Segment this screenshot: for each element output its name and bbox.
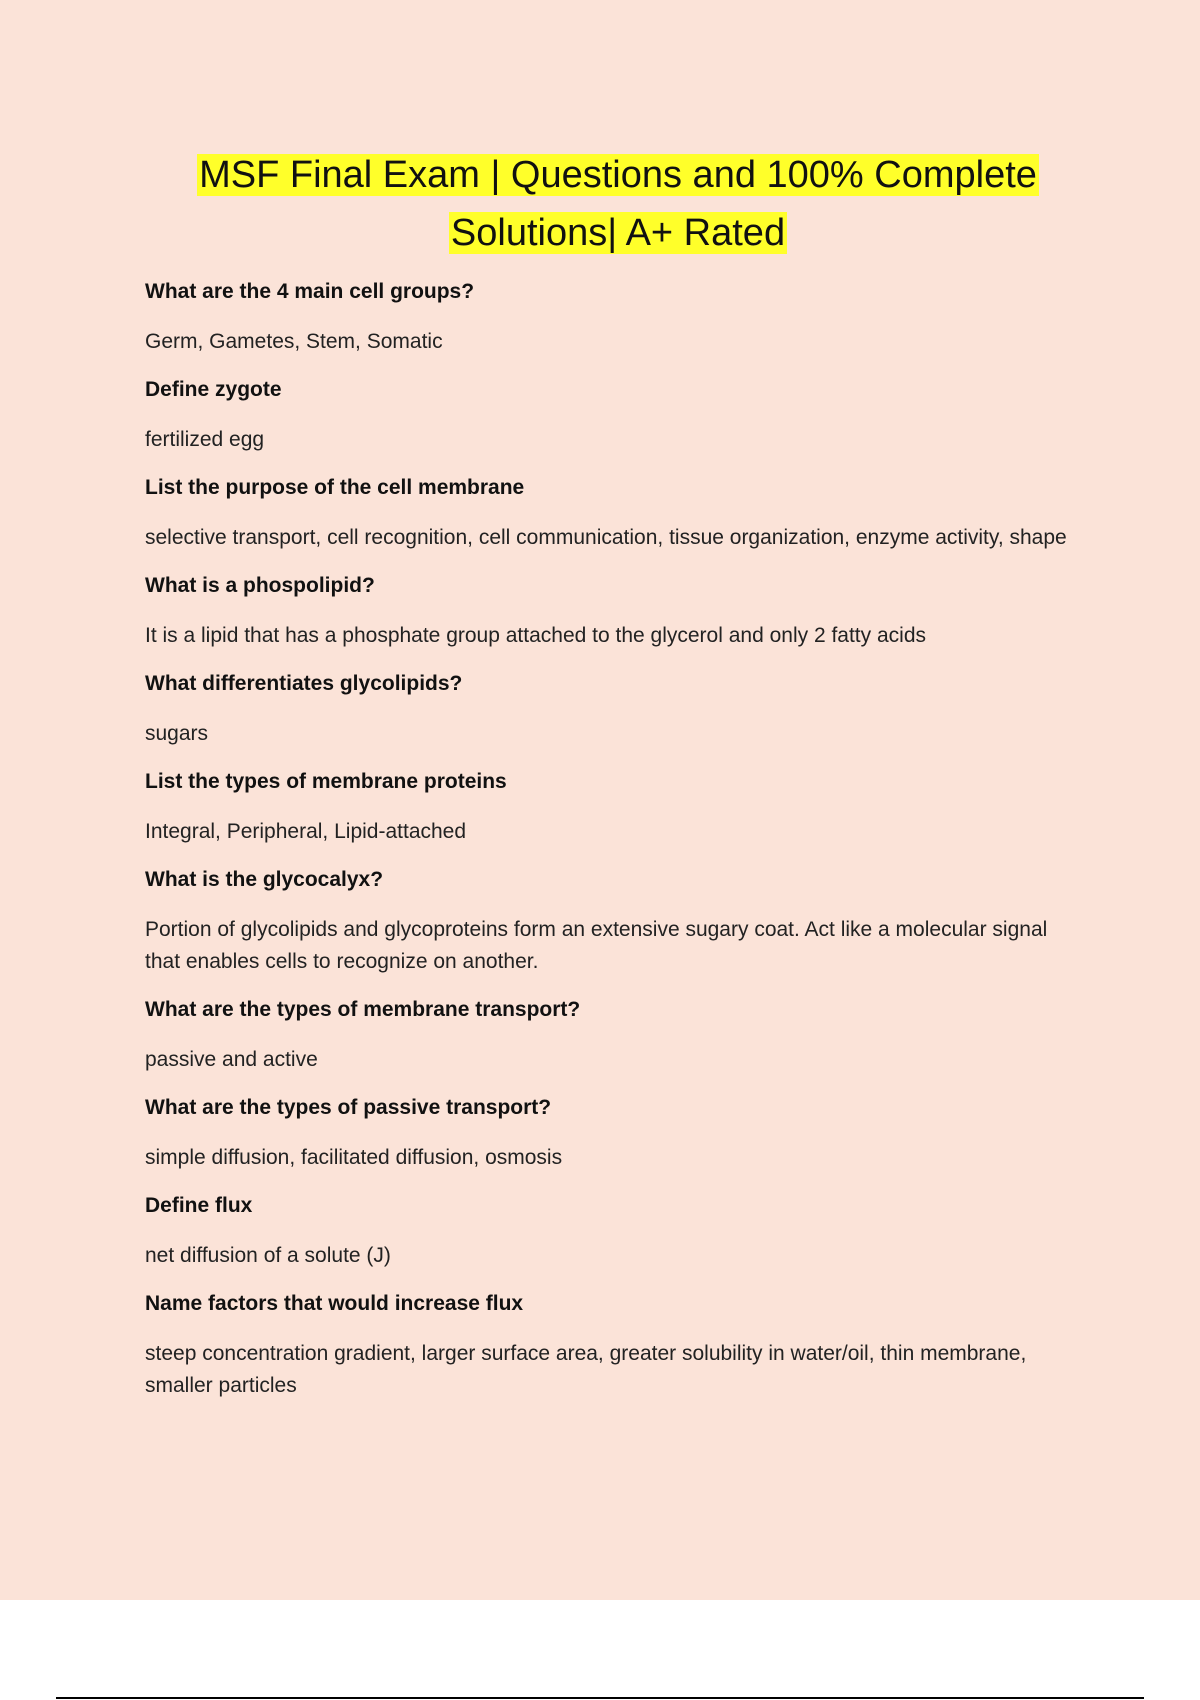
question-7: What is the glycocalyx? bbox=[145, 868, 384, 891]
question-9: What are the types of passive transport? bbox=[145, 1096, 552, 1119]
answer-6: Integral, Peripheral, Lipid-attached bbox=[145, 820, 467, 843]
answer-4: It is a lipid that has a phosphate group attached to the glycerol and only 2 fatty acids bbox=[145, 624, 926, 647]
answer-5: sugars bbox=[145, 722, 209, 745]
answer-11: steep concentration gradient, larger surface area, greater solubility in water/oil, thin membrane, smaller particles bbox=[145, 1342, 1027, 1397]
question-8: What are the types of membrane transport? bbox=[145, 998, 581, 1021]
footer-divider bbox=[56, 1697, 1144, 1699]
answer-1: Germ, Gametes, Stem, Somatic bbox=[145, 330, 443, 353]
title-line-2: Solutions| A+ Rated bbox=[450, 212, 786, 254]
document-title bbox=[150, 146, 1086, 262]
question-5: What differentiates glycolipids? bbox=[145, 672, 463, 695]
question-2: Define zygote bbox=[145, 378, 282, 401]
question-4: What is a phospolipid? bbox=[145, 574, 375, 597]
answer-8: passive and active bbox=[145, 1048, 318, 1071]
question-answer-list bbox=[145, 278, 1075, 1420]
question-6: List the types of membrane proteins bbox=[145, 770, 507, 793]
answer-2: fertilized egg bbox=[145, 428, 265, 451]
title-line-1: MSF Final Exam | Questions and 100% Complete bbox=[199, 154, 1037, 196]
answer-10: net diffusion of a solute (J) bbox=[145, 1244, 391, 1267]
question-10: Define flux bbox=[145, 1194, 253, 1217]
question-3: List the purpose of the cell membrane bbox=[145, 476, 525, 499]
answer-3: selective transport, cell recognition, cell communication, tissue organization, enzyme activity, shape bbox=[145, 526, 1067, 549]
answer-7: Portion of glycolipids and glycoproteins form an extensive sugary coat. Act like a molecular signal that enables cells to recognize on another. bbox=[145, 918, 1048, 973]
question-11: Name factors that would increase flux bbox=[145, 1292, 524, 1315]
question-1: What are the 4 main cell groups? bbox=[145, 280, 475, 303]
answer-9: simple diffusion, facilitated diffusion, osmosis bbox=[145, 1146, 563, 1169]
